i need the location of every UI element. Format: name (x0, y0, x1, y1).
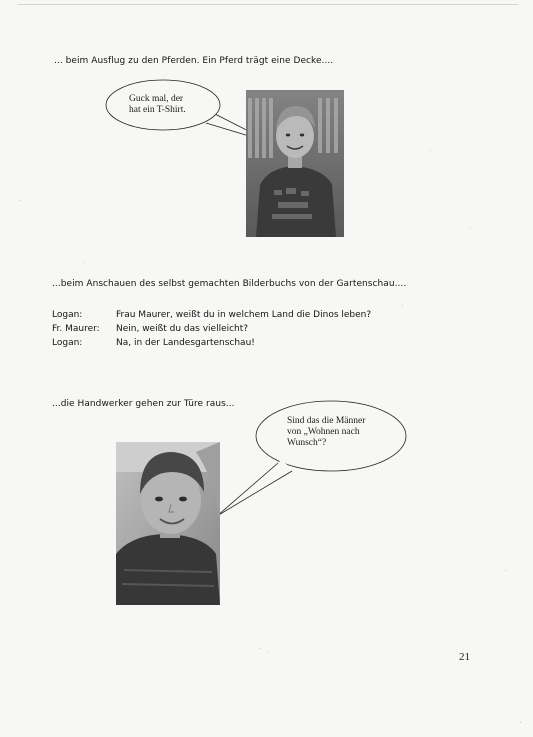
bubble-line: Wunsch“? (287, 438, 327, 448)
dialogue-line: Nein, weißt du das vielleicht? (116, 324, 249, 334)
dialogue-line: Na, in der Landesgartenschau! (116, 338, 255, 348)
section-caption-horses: ... beim Ausflug zu den Pferden. Ein Pferd trägt eine Decke.... (54, 56, 334, 66)
photo-boy-smiling (116, 442, 220, 605)
bubble-line: Guck mal, der (129, 94, 184, 104)
speech-bubble-2-text (287, 416, 365, 449)
dialogue-speaker: Logan: (52, 310, 83, 320)
bubble-line: von „Wohnen nach (287, 427, 360, 437)
dialogue-speaker: Logan: (52, 338, 83, 348)
dialogue-speaker: Fr. Maurer: (52, 324, 100, 334)
dialogue-line: Frau Maurer, weißt du in welchem Land die Dinos leben? (116, 310, 372, 320)
photo-boy-closeup (116, 442, 220, 605)
bubble-line: hat ein T-Shirt. (129, 105, 186, 115)
section-caption-picture-book: ...beim Anschauen des selbst gemachten Bilderbuchs von der Gartenschau.... (52, 279, 407, 289)
bubble-line: Sind das die Männer (287, 416, 366, 426)
section-caption-craftsmen: ...die Handwerker gehen zur Türe raus... (52, 399, 235, 409)
page-number: 21 (459, 651, 470, 663)
